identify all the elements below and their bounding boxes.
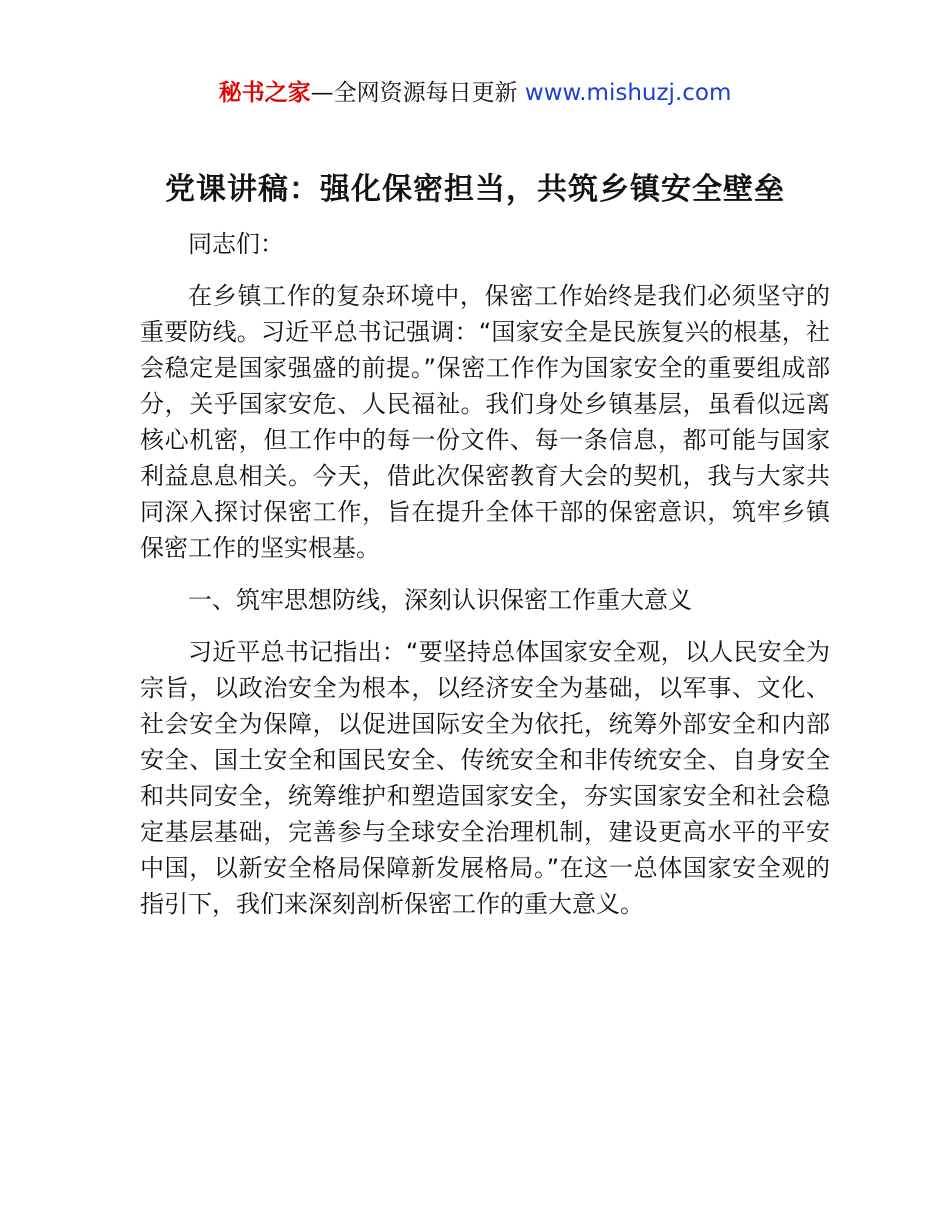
section-heading: 一、筑牢思想防线，深刻认识保密工作重大意义 bbox=[188, 586, 692, 614]
site-header bbox=[0, 76, 950, 110]
site-url-link[interactable]: www.mishuzj.com bbox=[524, 80, 732, 106]
site-brand: 秘书之家 bbox=[218, 80, 311, 106]
site-tagline: —全网资源每日更新 bbox=[310, 80, 518, 106]
salutation: 同志们： bbox=[188, 230, 284, 258]
body-paragraph: 习近平总书记指出：“要坚持总体国家安全观，以人民安全为宗旨，以政治安全为根本，以经济安全为基础，以军事、文化、社会安全为保障，以促进国际安全为依托，统筹外部安全和内部安全、国土安全和国民安全、传统安全和非传统安全、自身安全和共同安全，统筹维护和塑造国家安全，夯实国家安全和社会稳定基层基础，完善参与全球安全治理机制，建设更高水平的平安中国，以新安全格局保障新发展格局。”在这一总体国家安全观的指引下，我们来深刻剖析保密工作的重大意义。 bbox=[140, 638, 830, 918]
document-body bbox=[140, 226, 830, 922]
body-paragraph: 在乡镇工作的复杂环境中，保密工作始终是我们必须坚守的重要防线。习近平总书记强调：“国家安全是民族复兴的根基，社会稳定是国家强盛的前提。”保密工作作为国家安全的重要组成部分，关乎国家安危、人民福祉。我们身处乡镇基层，虽看似远离核心机密，但工作中的每一份文件、每一条信息，都可能与国家利益息息相关。今天，借此次保密教育大会的契机，我与大家共同深入探讨保密工作，旨在提升全体干部的保密意识，筑牢乡镇保密工作的坚实根基。 bbox=[140, 282, 830, 562]
document-title: 党课讲稿：强化保密担当，共筑乡镇安全壁垒 bbox=[165, 172, 785, 207]
